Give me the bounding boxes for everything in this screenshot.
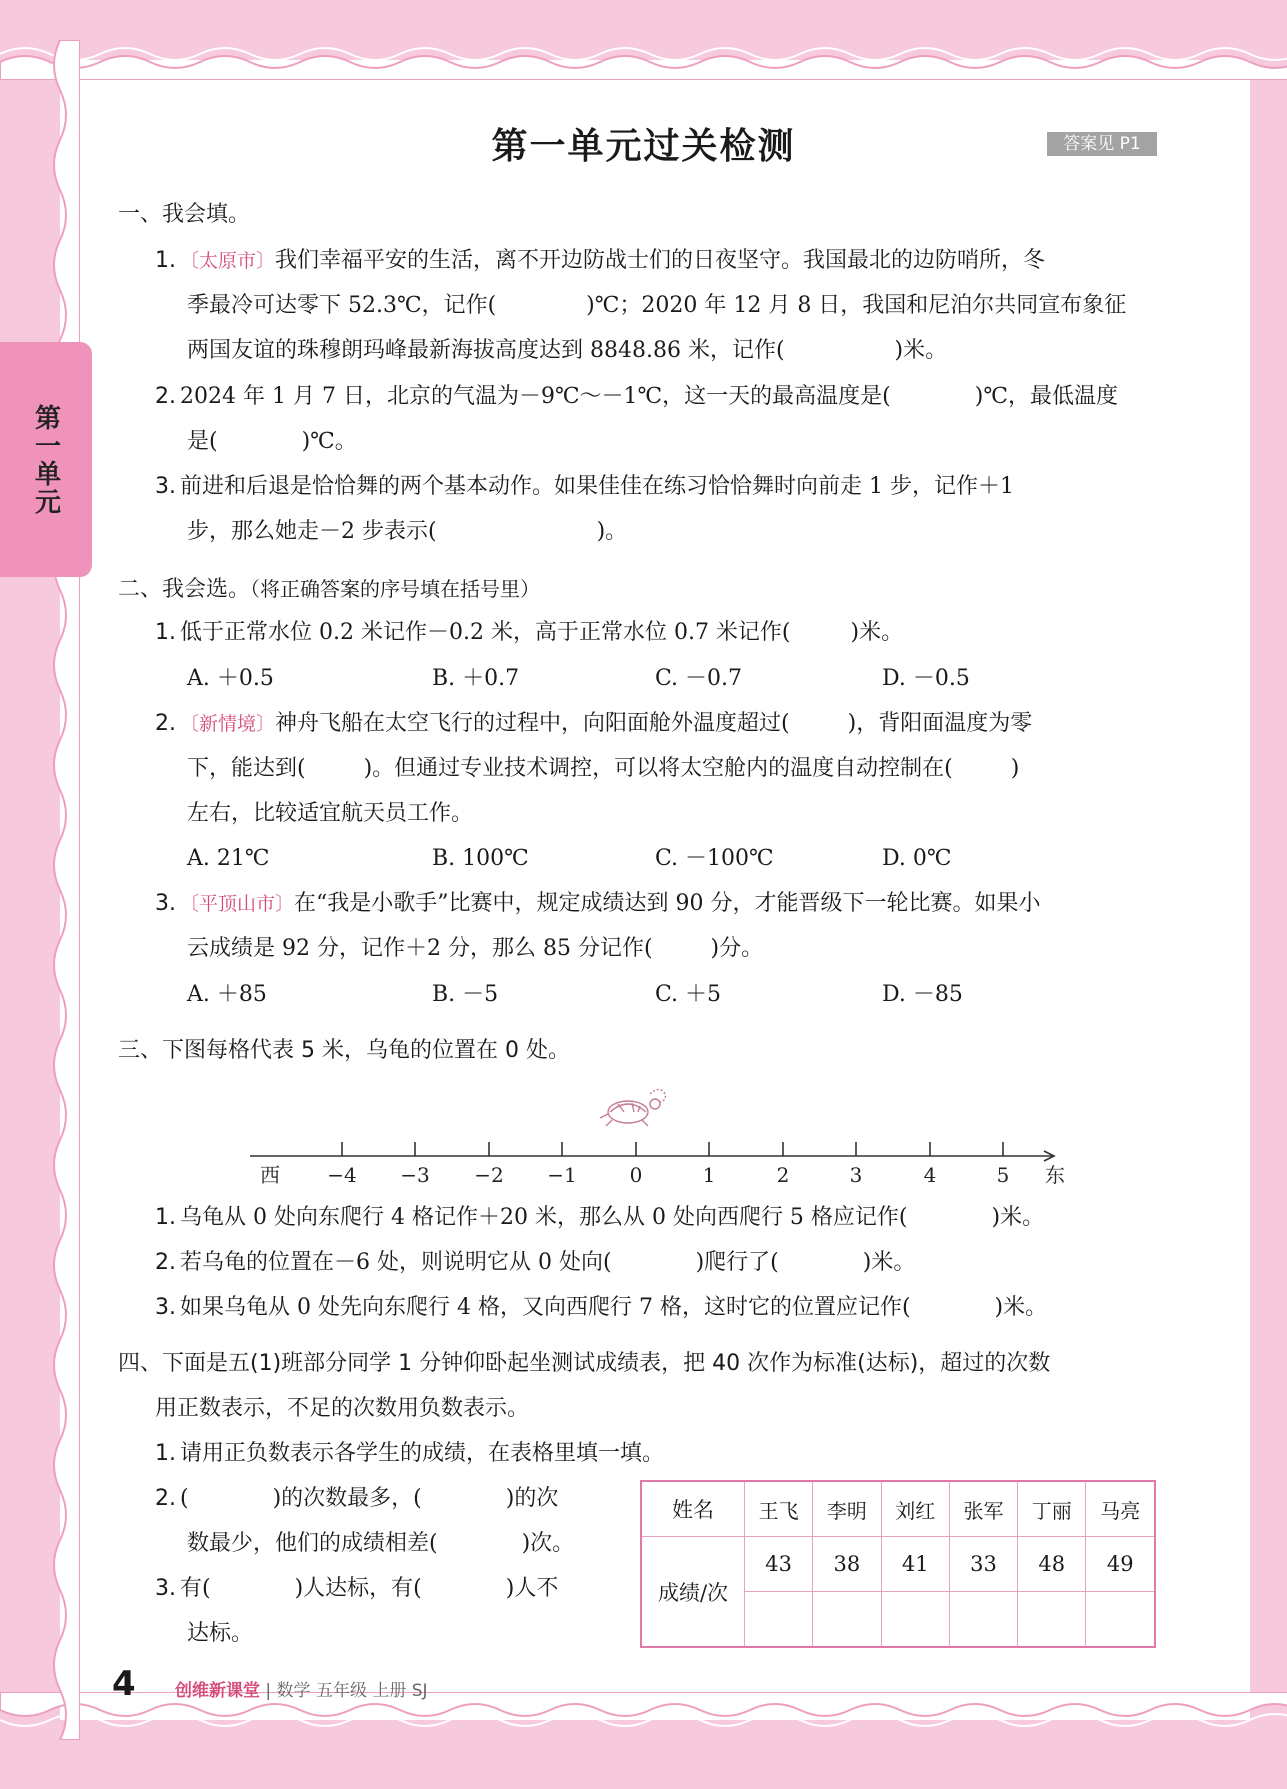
footer-brand: 创维新课堂 <box>175 1681 260 1701</box>
s1-q1-line3 <box>187 336 947 366</box>
score-cell: 38 <box>813 1537 881 1592</box>
page-title: 第一单元过关检测 <box>491 126 796 167</box>
left-wave-border <box>40 40 80 1740</box>
s4-q2-line1 <box>155 1484 558 1514</box>
s4-q2-text-d: 数最少，他们的成绩相差( <box>187 1531 438 1556</box>
score-cell: 49 <box>1086 1537 1155 1592</box>
number-line <box>240 1080 1070 1190</box>
score-header-cell: 成绩/次 <box>641 1537 745 1648</box>
s2-q2-number: 2. <box>155 711 176 736</box>
s4-q2-number: 2. <box>155 1486 176 1511</box>
s4-q3-text-b: )人达标，有( <box>294 1576 422 1601</box>
s3-q2-text-c: )米。 <box>862 1250 916 1275</box>
s2-q3-number: 3. <box>155 891 176 916</box>
s1-q2-text-d: )℃。 <box>301 429 357 454</box>
name-cell: 丁丽 <box>1018 1481 1086 1537</box>
scores-table <box>640 1480 1156 1648</box>
s1-q1-text-d: )米。 <box>894 338 948 363</box>
top-wave-border <box>0 40 1287 80</box>
name-cell: 马亮 <box>1086 1481 1155 1537</box>
s1-q2-text-c: 是( <box>187 429 218 454</box>
tick-label: −4 <box>327 1163 357 1187</box>
s4-q2-text-b: )的次数最多，( <box>272 1486 422 1511</box>
s3-q2-text-b: )爬行了( <box>695 1250 779 1275</box>
section-2-heading-line <box>118 574 540 605</box>
s2-q1-line1 <box>155 618 903 648</box>
s2-q2-text-c: 下，能达到( <box>187 756 306 781</box>
s1-q3-text-b: )。 <box>596 519 628 544</box>
s4-q3-line1 <box>155 1574 558 1604</box>
turtle-icon <box>600 1089 665 1126</box>
s4-q1-line <box>155 1439 664 1469</box>
s1-q1-text-b: )℃；2020 年 12 月 8 日，我国和尼泊尔共同宣布象征 <box>586 293 1127 318</box>
s1-q1-text-a: 季最冷可达零下 52.3℃，记作( <box>187 293 497 318</box>
answer-cell[interactable] <box>949 1592 1017 1648</box>
answer-cell[interactable] <box>813 1592 881 1648</box>
answer-cell[interactable] <box>881 1592 949 1648</box>
s1-q2-text-b: )℃，最低温度 <box>974 384 1118 409</box>
s1-q1-text-c: 两国友谊的珠穆朗玛峰最新海拔高度达到 8848.86 米，记作( <box>187 338 785 363</box>
s2-q3-option-a: A. ＋85 <box>187 982 267 1007</box>
s4-q2-text-a: ( <box>180 1486 189 1511</box>
s1-q3-line2 <box>187 517 627 547</box>
s1-q1-line2 <box>187 291 1126 321</box>
section-4-heading-line1: 四、下面是五(1)班部分同学 1 分钟仰卧起坐测试成绩表，把 40 次作为标准(达标)，超过的次数 <box>118 1351 1051 1376</box>
s2-q2-source-tag: 〔新情境〕 <box>180 713 276 735</box>
s4-q2-text-e: )次。 <box>521 1531 575 1556</box>
s2-q1-option-d: D. －0.5 <box>882 666 970 691</box>
unit-side-tab-label: 第一单元 <box>30 403 61 516</box>
name-cell: 王飞 <box>745 1481 813 1537</box>
s2-q2-option-c: C. －100℃ <box>655 846 774 871</box>
s3-q2-text-a: 若乌龟的位置在－6 处，则说明它从 0 处向( <box>180 1250 612 1275</box>
s1-q3-text: 前进和后退是恰恰舞的两个基本动作。如果佳佳在练习恰恰舞时向前走 1 步，记作＋1 <box>180 474 1014 499</box>
s4-q1-number: 1. <box>155 1441 176 1466</box>
section-3-heading: 三、下图每格代表 5 米，乌龟的位置在 0 处。 <box>118 1038 570 1063</box>
s1-q1-line1 <box>155 246 1045 276</box>
s1-q1-source-tag: 〔太原市〕 <box>180 250 276 272</box>
table-row <box>641 1481 1155 1537</box>
s2-q1-text-a: 低于正常水位 0.2 米记作－0.2 米，高于正常水位 0.7 米记作( <box>180 620 791 645</box>
tick-label: 0 <box>629 1163 643 1187</box>
section-2-note: （将正确答案的序号填在括号里） <box>250 577 541 601</box>
s3-q2-line <box>155 1248 915 1278</box>
s1-q1-number: 1. <box>155 248 176 273</box>
s1-q2-number: 2. <box>155 384 176 409</box>
answer-reference-badge: 答案见 P1 <box>1047 132 1157 156</box>
s4-q2-line2 <box>187 1529 574 1559</box>
s1-q1-text: 我们幸福平安的生活，离不开边防战士们的日夜坚守。我国最北的边防哨所，冬 <box>275 248 1046 273</box>
s2-q1-option-c: C. －0.7 <box>655 666 743 691</box>
section-2-heading: 二、我会选。 <box>118 577 251 602</box>
s2-q1-option-a: A. ＋0.5 <box>187 666 274 691</box>
s2-q2-option-a: A. 21℃ <box>187 846 270 871</box>
section-1-heading: 一、我会填。 <box>118 202 251 227</box>
s2-q2-text-e: ) <box>1010 756 1020 781</box>
s2-q3-line1 <box>155 889 1041 919</box>
s3-q3-number: 3. <box>155 1295 176 1320</box>
s3-q1-text-b: )米。 <box>991 1205 1045 1230</box>
s4-q2-text-c: )的次 <box>505 1486 559 1511</box>
s2-q2-line2 <box>187 754 1019 784</box>
s1-q3-line1 <box>155 472 1014 502</box>
s3-q1-line <box>155 1203 1044 1233</box>
answer-cell[interactable] <box>1018 1592 1086 1648</box>
name-cell: 李明 <box>813 1481 881 1537</box>
tick-label: −3 <box>400 1163 430 1187</box>
s2-q3-option-c: C. ＋5 <box>655 982 722 1007</box>
s4-q1-text: 请用正负数表示各学生的成绩，在表格里填一填。 <box>180 1441 665 1466</box>
s1-q2-line1 <box>155 382 1118 412</box>
s2-q1-text-b: )米。 <box>850 620 904 645</box>
s1-q3-number: 3. <box>155 474 176 499</box>
s2-q1-number: 1. <box>155 620 176 645</box>
tick-label: 2 <box>776 1163 790 1187</box>
tick-label: 3 <box>849 1163 863 1187</box>
s2-q2-text-d: )。但通过专业技术调控，可以将太空舱内的温度自动控制在( <box>363 756 953 781</box>
answer-cell[interactable] <box>1086 1592 1155 1648</box>
s2-q3-option-b: B. －5 <box>432 982 499 1007</box>
s3-q1-text-a: 乌龟从 0 处向东爬行 4 格记作＋20 米，那么从 0 处向西爬行 5 格应记作( <box>180 1205 908 1230</box>
answer-cell[interactable] <box>745 1592 813 1648</box>
footer-details: | 数学 五年级 上册 SJ <box>265 1681 428 1701</box>
tick-label: 1 <box>702 1163 716 1187</box>
s3-q3-line <box>155 1293 1047 1323</box>
page-number: 4 <box>112 1664 136 1704</box>
s2-q3-text: 在“我是小歌手”比赛中，规定成绩达到 90 分，才能晋级下一轮比赛。如果小 <box>294 891 1041 916</box>
s2-q2-text-a: 神舟飞船在太空飞行的过程中，向阳面舱外温度超过( <box>275 711 790 736</box>
table-row <box>641 1537 1155 1592</box>
s4-q3-line2: 达标。 <box>187 1621 254 1646</box>
s4-q3-text-c: )人不 <box>505 1576 559 1601</box>
s3-q3-text-b: )米。 <box>994 1295 1048 1320</box>
s2-q3-text-b: )分。 <box>710 936 764 961</box>
score-cell: 43 <box>745 1537 813 1592</box>
s1-q2-line2 <box>187 427 357 457</box>
numberline-west-label: 西 <box>260 1163 280 1187</box>
s3-q3-text-a: 如果乌龟从 0 处先向东爬行 4 格，又向西爬行 7 格，这时它的位置应记作( <box>180 1295 911 1320</box>
score-cell: 33 <box>949 1537 1017 1592</box>
s4-q3-text-a: 有( <box>180 1576 211 1601</box>
s2-q3-line2 <box>187 934 763 964</box>
s2-q2-line1 <box>155 709 1032 739</box>
tick-label: −2 <box>474 1163 504 1187</box>
s1-q3-text-a: 步，那么她走－2 步表示( <box>187 519 437 544</box>
s4-q3-number: 3. <box>155 1576 176 1601</box>
s2-q2-text-b: )，背阳面温度为零 <box>847 711 1033 736</box>
name-cell: 张军 <box>949 1481 1017 1537</box>
s2-q3-source-tag: 〔平顶山市〕 <box>180 893 295 915</box>
s2-q3-text-a: 云成绩是 92 分，记作＋2 分，那么 85 分记作( <box>187 936 653 961</box>
tick-label: 4 <box>923 1163 937 1187</box>
numberline-east-label: 东 <box>1045 1163 1065 1187</box>
score-cell: 48 <box>1018 1537 1086 1592</box>
s1-q2-text-a: 2024 年 1 月 7 日，北京的气温为－9℃～－1℃，这一天的最高温度是( <box>180 384 891 409</box>
name-cell: 刘红 <box>881 1481 949 1537</box>
s2-q2-line3: 左右，比较适宜航天员工作。 <box>187 801 474 826</box>
s2-q3-option-d: D. －85 <box>882 982 963 1007</box>
score-cell: 41 <box>881 1537 949 1592</box>
s3-q2-number: 2. <box>155 1250 176 1275</box>
s2-q2-option-d: D. 0℃ <box>882 846 952 871</box>
unit-side-tab <box>0 342 92 577</box>
tick-label: −1 <box>547 1163 577 1187</box>
tick-label: 5 <box>996 1163 1010 1187</box>
s2-q2-option-b: B. 100℃ <box>432 846 529 871</box>
footer-info <box>175 1676 428 1701</box>
s3-q1-number: 1. <box>155 1205 176 1230</box>
section-4-heading-line2: 用正数表示，不足的次数用负数表示。 <box>155 1396 530 1421</box>
s2-q1-option-b: B. ＋0.7 <box>432 666 520 691</box>
name-header-cell: 姓名 <box>641 1481 745 1537</box>
